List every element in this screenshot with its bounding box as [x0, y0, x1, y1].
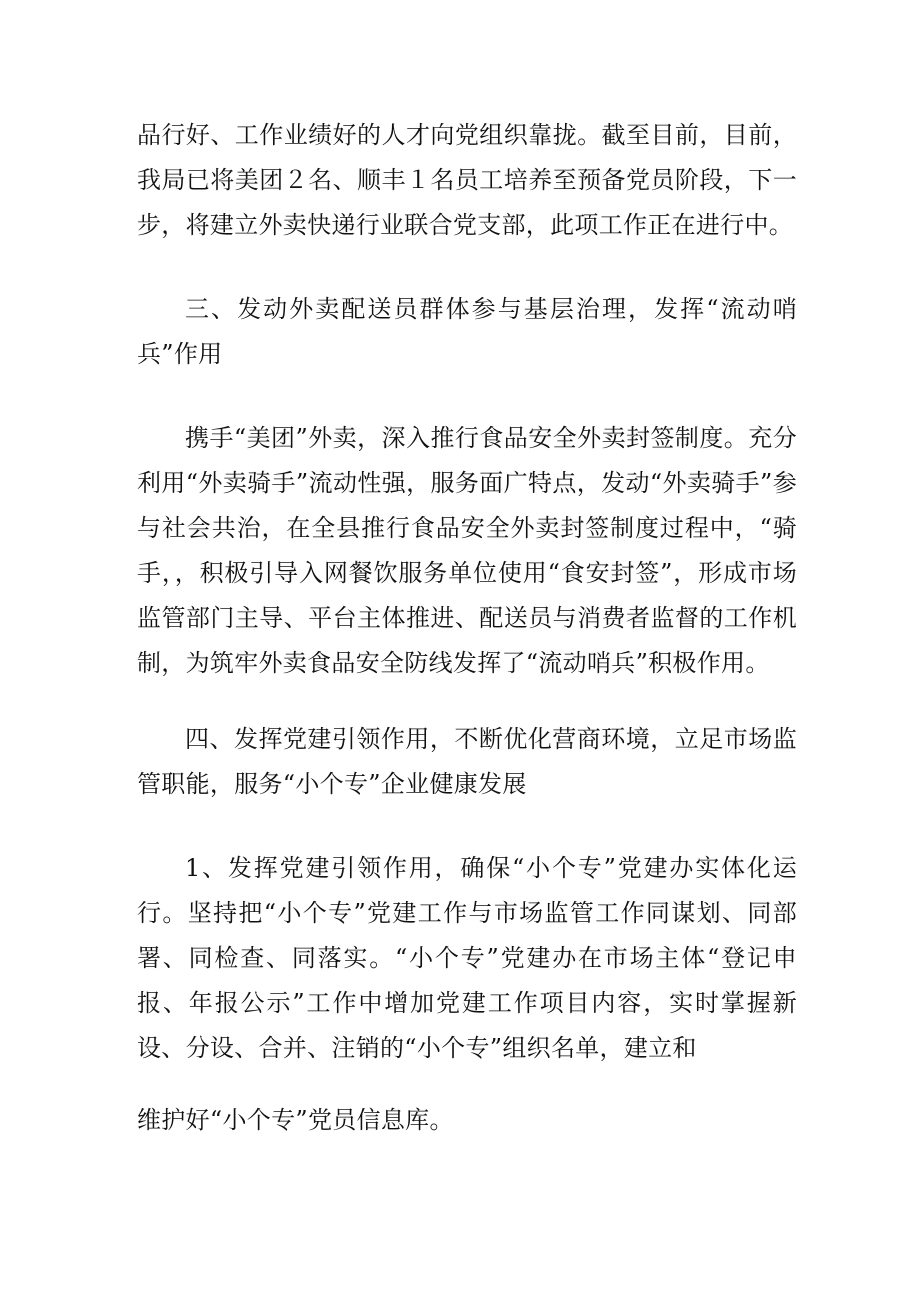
section-heading-3: 三、发动外卖配送员群体参与基层治理，发挥“流动哨兵”作用 [137, 295, 797, 368]
paragraph-item-1-continuation: 维护好“小个专”党员信息库。 [137, 1106, 454, 1134]
paragraph-continuation: 品行好、工作业绩好的人才向党组织靠拢。截至目前，目前，我局已将美团２名、顺丰１名员工培养至预备党员阶段，下一步，将建立外卖快递行业联合党支部，此项工作正在进行中。 [137, 121, 797, 239]
section-heading-4: 四、发挥党建引领作用，不断优化营商环境，立足市场监管职能，服务“小个专”企业健康发展 [137, 725, 797, 798]
paragraph-item-1: 1、发挥党建引领作用，确保“小个专”党建办实体化运行。坚持把“小个专”党建工作与市场监管工作同谋划、同部署、同检查、同落实。“小个专”党建办在市场主体“登记申报、年报公示”工作中增加党建工作项目内容，实时掌握新设、分设、合并、注销的“小个专”组织名单，建立和 [137, 854, 797, 1062]
paragraph-meituan: 携手“美团”外卖，深入推行食品安全外卖封签制度。充分利用“外卖骑手”流动性强，服务面广特点，发动“外卖骑手”参与社会共治，在全县推行食品安全外卖封签制度过程中，“骑手，，积极引导入网餐饮服务单位使用“食安封签”，形成市场监管部门主导、平台主体推进、配送员与消费者监督的工作机制，为筑牢外卖食品安全防线发挥了“流动哨兵”积极作用。 [137, 424, 797, 677]
